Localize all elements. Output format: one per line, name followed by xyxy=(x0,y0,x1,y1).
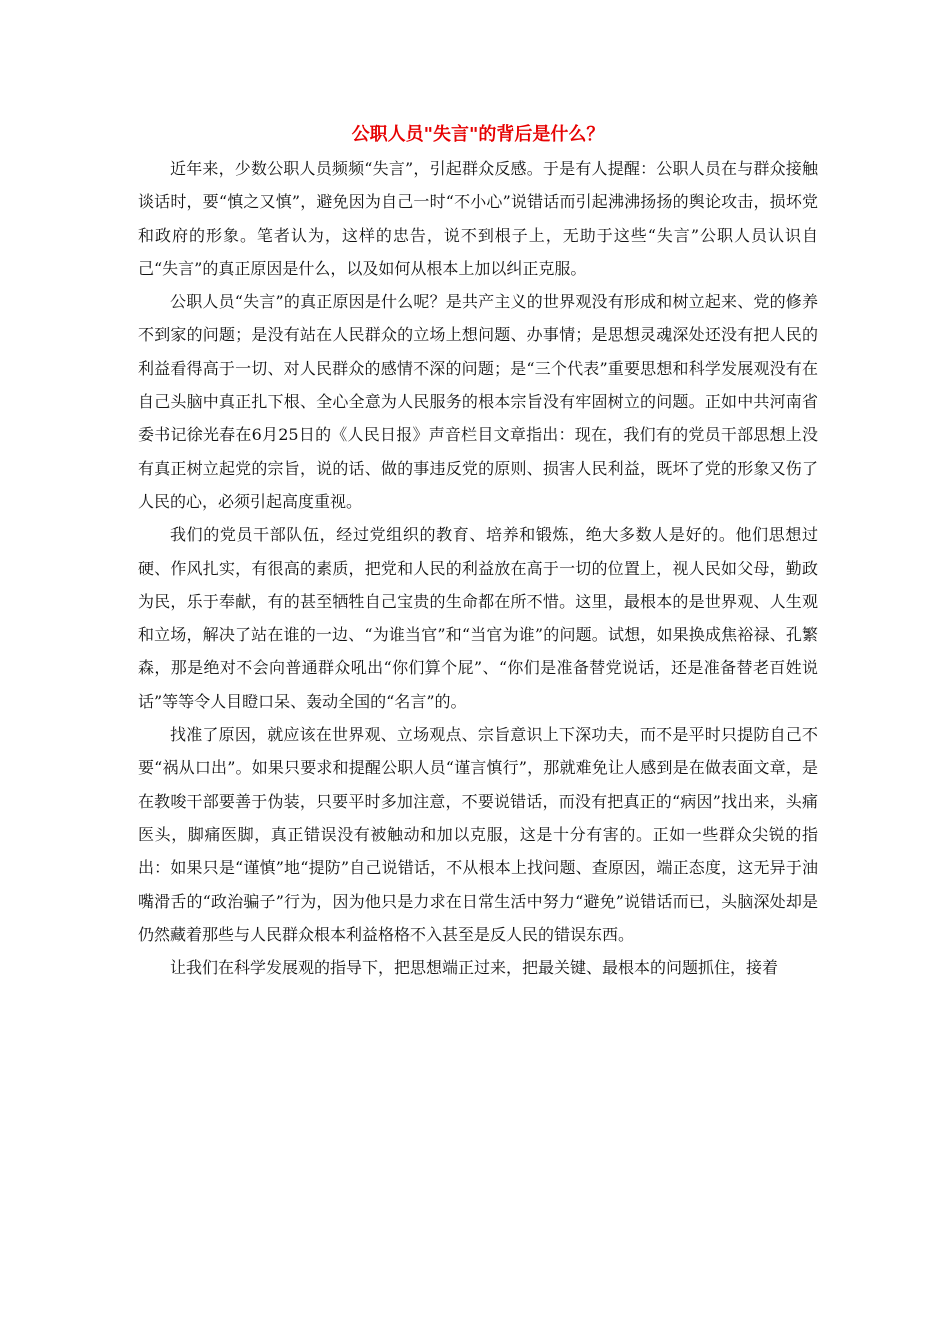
paragraph-3: 我们的党员干部队伍，经过党组织的教育、培养和锻炼，绝大多数人是好的。他们思想过硬、作风扎实，有很高的素质，把党和人民的利益放在高于一切的位置上，视人民如父母，勤政为民，乐于奉献，有的甚至牺牲自己宝贵的生命都在所不惜。这里，最根本的是世界观、人生观和立场，解决了站在谁的一边、“为谁当官”和“当官为谁”的问题。试想，如果换成焦裕禄、孔繁森，那是绝对不会向普通群众吼出“你们算个屁”、“你们是准备替党说话，还是准备替老百姓说话”等等令人目瞪口呆、轰动全国的“名言”的。 xyxy=(138,525,818,711)
paragraph-2: 公职人员“失言”的真正原因是什么呢？是共产主义的世界观没有形成和树立起来、党的修养不到家的问题；是没有站在人民群众的立场上想问题、办事情；是思想灵魂深处还没有把人民的利益看得高于一切、对人民群众的感情不深的问题；是“三个代表”重要思想和科学发展观没有在自己头脑中真正扎下根、全心全意为人民服务的根本宗旨没有牢固树立的问题。正如中共河南省委书记徐光春在6月25日的《人民日报》声音栏目文章指出：现在，我们有的党员干部思想上没有真正树立起党的宗旨，说的话、做的事违反党的原则、损害人民利益，既坏了党的形象又伤了人民的心，必须引起高度重视。 xyxy=(138,292,818,511)
document-body xyxy=(138,118,818,984)
paragraph-5: 让我们在科学发展观的指导下，把思想端正过来，把最关键、最根本的问题抓住，接着 xyxy=(170,958,779,978)
paragraph-4: 找准了原因，就应该在世界观、立场观点、宗旨意识上下深功夫，而不是平时只提防自己不要“祸从口出”。如果只要求和提醒公职人员“谨言慎行”，那就难免让人感到是在做表面文章，是在教唆干部要善于伪装，只要平时多加注意，不要说错话，而没有把真正的“病因”找出来，头痛医头，脚痛医脚，真正错误没有被触动和加以克服，这是十分有害的。正如一些群众尖锐的指出：如果只是“谨慎”地“提防”自己说错话，不从根本上找问题、查原因，端正态度，这无异于油嘴滑舌的“政治骗子”行为，因为他只是力求在日常生活中努力“避免”说错话而已，头脑深处却是仍然藏着那些与人民群众根本利益格格不入甚至是反人民的错误东西。 xyxy=(138,725,818,944)
paragraph-1: 近年来，少数公职人员频频“失言”，引起群众反感。于是有人提醒：公职人员在与群众接触谈话时，要“慎之又慎”，避免因为自己一时“不小心”说错话而引起沸沸扬扬的舆论攻击，损坏党和政府的形象。笔者认为，这样的忠告，说不到根子上，无助于这些“失言”公职人员认识自己“失言”的真正原因是什么，以及如何从根本上加以纠正克服。 xyxy=(138,159,818,278)
document-title: 公职人员"失言"的背后是什么？ xyxy=(351,124,605,145)
